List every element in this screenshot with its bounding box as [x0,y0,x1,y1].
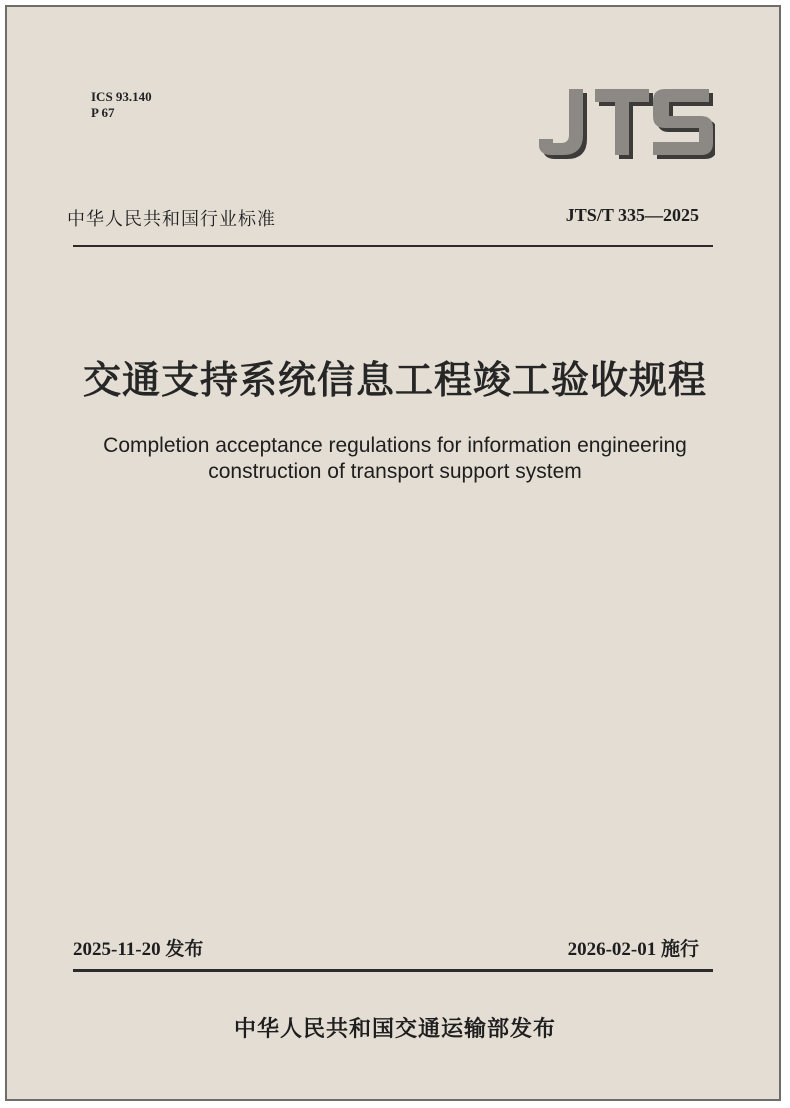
standard-number: JTS/T 335—2025 [565,205,699,225]
jts-logo-face [539,89,713,155]
classification-codes [91,89,152,121]
english-title [7,433,783,485]
chinese-title: 交通支持系统信息工程竣工验收规程 [82,358,707,402]
ics-code: ICS 93.140 [91,89,152,104]
publisher: 中华人民共和国交通运输部发布 [233,1017,556,1042]
standard-type: 中华人民共和国行业标准 [67,209,276,230]
ccs-code: P 67 [91,105,115,120]
english-title-line-1: Completion acceptance regulations for information engineering [103,434,687,457]
standard-cover [5,5,781,1101]
implementation-date: 2026-02-01 施行 [567,939,699,960]
jts-logo [539,89,715,159]
top-divider [73,245,713,247]
english-title-line-2: construction of transport support system [208,460,582,483]
issue-date: 2025-11-20 发布 [73,939,204,960]
bottom-divider [73,969,713,972]
